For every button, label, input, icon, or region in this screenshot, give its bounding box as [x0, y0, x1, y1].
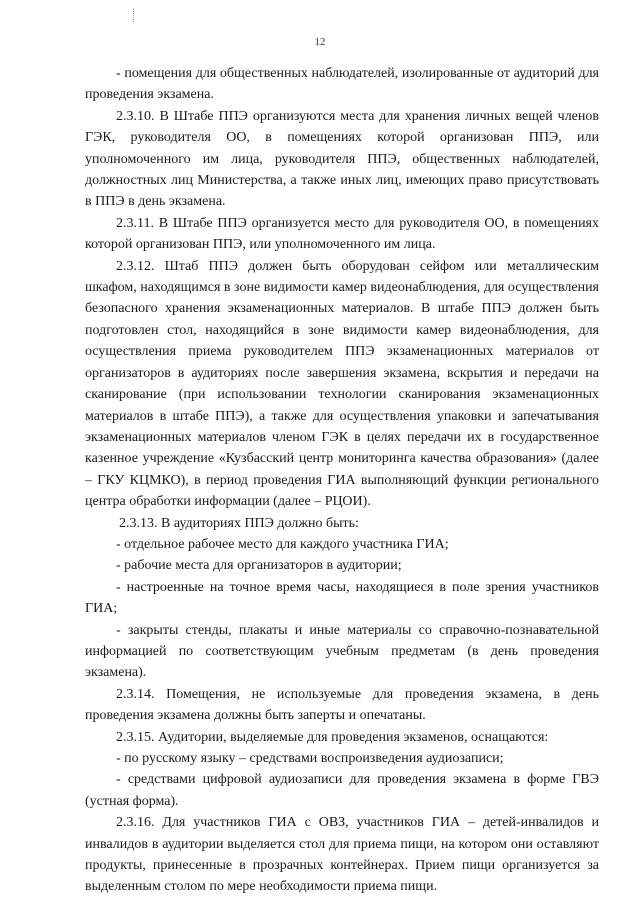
paragraph-2-3-12: 2.3.12. Штаб ППЭ должен быть оборудован сейфом или металлическим шкафом, находящимся в зоне видимости камер видеонаблюдения, для осуществления безопасного хранения экзаменационных материалов. В штабе ППЭ должен быть подготовлен стол, находящийся в зоне видимости камер видеонаблюдения, для осуществления приема руководителем ППЭ экзаменационных материалов от организаторов в аудиториях после завершения экзамена, вскрытия и передачи на сканирование (при использовании технологии сканирования экзаменационных материалов в штабе ППЭ), а также для осуществления упаковки и запечатывания экзаменационных материалов членом ГЭК в целях передачи их в государственное казенное учреждение «Кузбасский центр мониторинга качества образования» (далее – ГКУ КЦМКО), в период проведения ГИА выполняющий функции регионального центра обработки информации (далее – РЦОИ).	[85, 258, 599, 510]
list-item-clock: - настроенные на точное время часы, находящиеся в поле зрения участников ГИА;	[85, 579, 599, 617]
paragraph-bullet-observer-rooms: - помещения для общественных наблюдателей, изолированные от аудиторий для проведения экзамена.	[85, 66, 599, 103]
paragraph-2-3-15: 2.3.15. Аудитории, выделяемые для проведения экзаменов, оснащаются:	[116, 729, 549, 745]
paragraph-2-3-11: 2.3.11. В Штабе ППЭ организуется место для руководителя ОО, в помещениях которой организован ППЭ, или уполномоченного им лица.	[85, 215, 599, 253]
paragraph-2-3-10: 2.3.10. В Штабе ППЭ организуются места для хранения личных вещей членов ГЭК, руководителя ОО, в помещениях которой организован ППЭ, или уполномоченного им лица, руководителя ППЭ, общественных наблюдателей, должностных лиц Министерства, а также иных лиц, имеющих право присутствовать в ППЭ в день экзамена.	[85, 108, 599, 210]
paragraph-2-3-13: 2.3.13. В аудиториях ППЭ должно быть:	[119, 515, 359, 531]
scan-margin-mark	[133, 8, 135, 22]
page-number: 12	[314, 36, 326, 48]
list-item-digital-audio: - средствами цифровой аудиозаписи для проведения экзамена в форме ГВЭ (устная форма).	[85, 772, 599, 809]
document-body	[85, 63, 599, 898]
paragraph-2-3-16: 2.3.16. Для участников ГИА с ОВЗ, участников ГИА – детей-инвалидов и инвалидов в аудитории выделяется стол для приема пищи, на котором они оставляют продукты, принесенные в прозрачных контейнерах. Прием пищи организуется за выделенным столом по мере необходимости приема пищи.	[85, 815, 599, 895]
list-item-workplace-participant: - отдельное рабочее место для каждого участника ГИА;	[116, 536, 449, 552]
paragraph-2-3-14: 2.3.14. Помещения, не используемые для проведения экзамена, в день проведения экзамена должны быть заперты и опечатаны.	[85, 686, 599, 724]
list-item-closed-stands: - закрыты стенды, плакаты и иные материалы со справочно-познавательной информацией по соответствующим учебным предметам (в день проведения экзамена).	[85, 622, 599, 681]
list-item-russian-audio: - по русскому языку – средствами воспроизведения аудиозаписи;	[116, 751, 504, 766]
list-item-workplace-organizers: - рабочие места для организаторов в аудитории;	[116, 558, 402, 574]
